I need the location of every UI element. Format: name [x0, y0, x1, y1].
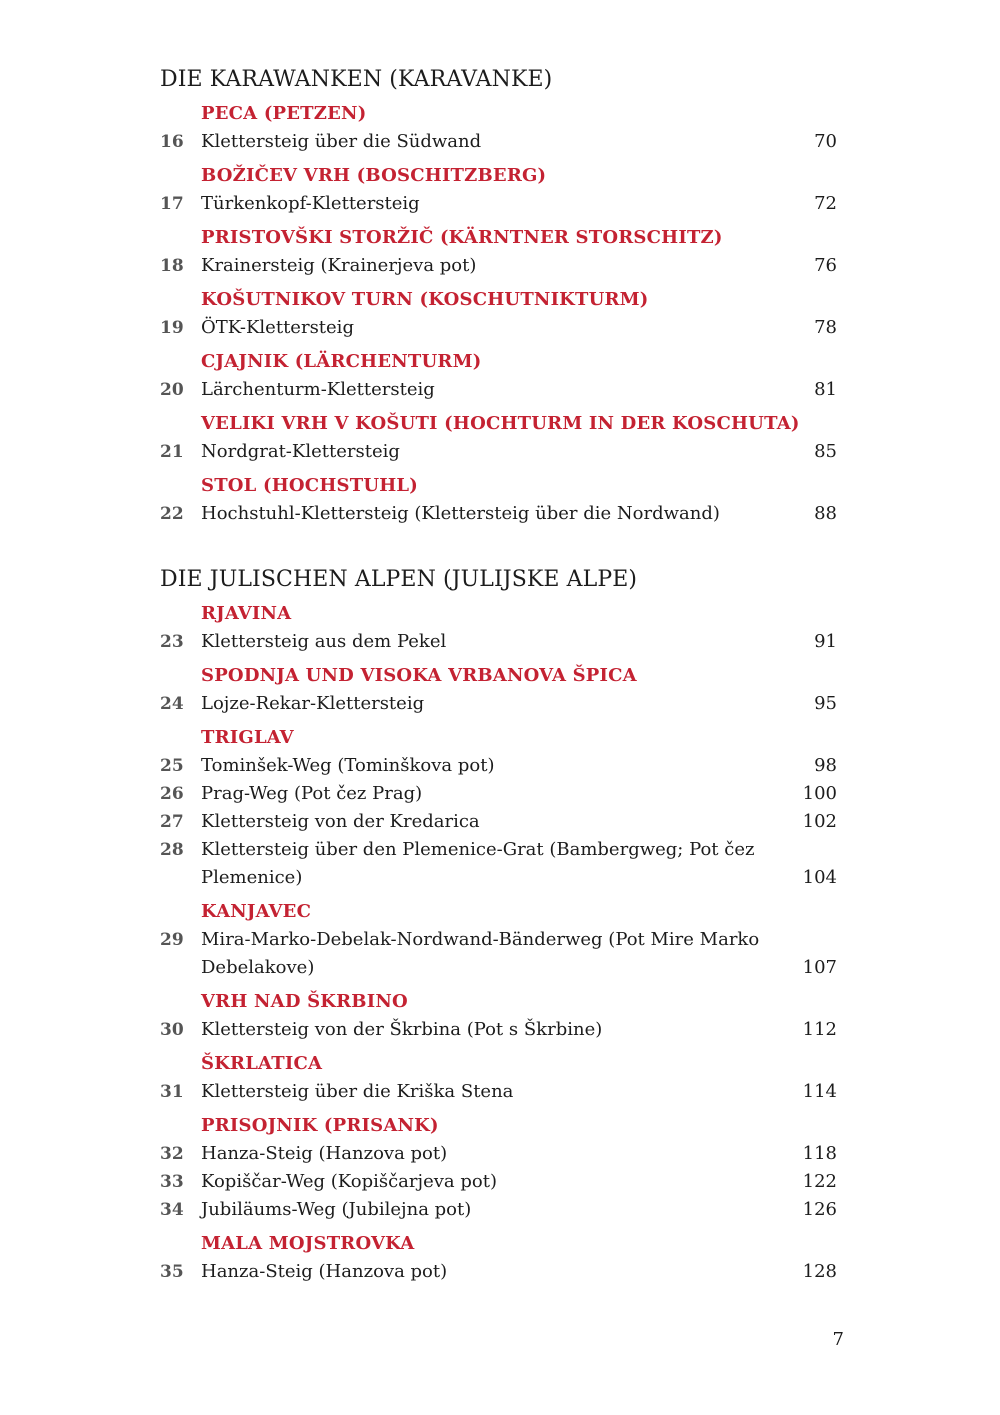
section-title: DIE JULISCHEN ALPEN (JULIJSKE ALPE): [160, 567, 638, 592]
toc-section: [160, 564, 837, 1286]
toc-entry[interactable]: [160, 752, 837, 780]
page-reference: 114: [802, 1081, 837, 1102]
toc-entry[interactable]: [160, 1078, 837, 1106]
mountain-heading: SPODNJA UND VISOKA VRBANOVA ŠPICA: [201, 665, 637, 686]
toc-entry[interactable]: [160, 836, 837, 892]
toc-entry[interactable]: [160, 376, 837, 404]
route-number: 18: [160, 256, 184, 276]
toc-entry[interactable]: [160, 1258, 837, 1286]
page-reference: 98: [814, 755, 837, 776]
mountain-heading: STOL (HOCHSTUHL): [201, 475, 419, 496]
page-reference: 76: [814, 255, 837, 276]
mountain-group: [160, 662, 837, 718]
toc-entry[interactable]: [160, 690, 837, 718]
toc-entry[interactable]: [160, 500, 837, 528]
mountain-heading: ŠKRLATICA: [201, 1053, 323, 1074]
mountain-heading: TRIGLAV: [201, 727, 294, 748]
route-number: 31: [160, 1082, 184, 1102]
route-title: Kopiščar-Weg (Kopiščarjeva pot): [201, 1171, 497, 1192]
mountain-heading: VRH NAD ŠKRBINO: [201, 991, 408, 1012]
mountain-heading: CJAJNIK (LÄRCHENTURM): [201, 351, 482, 372]
mountain-heading: PRISTOVŠKI STORŽIČ (KÄRNTNER STORSCHITZ): [201, 227, 723, 248]
route-title: Lärchenturm-Klettersteig: [201, 379, 435, 400]
toc-entry[interactable]: [160, 926, 837, 982]
route-number: 16: [160, 132, 184, 152]
page-reference: 70: [814, 131, 837, 152]
route-number: 26: [160, 784, 184, 804]
route-number: 24: [160, 694, 184, 714]
page-reference: 102: [802, 811, 837, 832]
mountain-heading: KOŠUTNIKOV TURN (KOSCHUTNIKTURM): [201, 289, 649, 310]
mountain-group: [160, 472, 837, 528]
page-reference: 107: [802, 957, 837, 978]
route-number: 21: [160, 442, 184, 462]
route-title: Klettersteig aus dem Pekel: [201, 631, 447, 652]
toc-entry[interactable]: [160, 128, 837, 156]
route-number: 33: [160, 1172, 184, 1192]
page-reference: 104: [802, 867, 837, 888]
route-title: Klettersteig von der Kredarica: [201, 811, 480, 832]
toc-entry[interactable]: [160, 438, 837, 466]
page-reference: 122: [802, 1171, 837, 1192]
toc-entry[interactable]: [160, 1016, 837, 1044]
mountain-group: [160, 600, 837, 656]
route-number: 30: [160, 1020, 184, 1040]
mountain-group: [160, 348, 837, 404]
route-title: Klettersteig über die Südwand: [201, 131, 482, 152]
route-number: 20: [160, 380, 184, 400]
route-title: Hochstuhl-Klettersteig (Klettersteig über die Nordwand): [201, 503, 720, 524]
mountain-group: [160, 410, 837, 466]
mountain-heading: BOŽIČEV VRH (BOSCHITZBERG): [201, 165, 547, 186]
page-reference: 128: [802, 1261, 837, 1282]
mountain-heading: VELIKI VRH V KOŠUTI (HOCHTURM IN DER KOSCHUTA): [201, 413, 800, 434]
route-number: 25: [160, 756, 184, 776]
toc-entry[interactable]: [160, 314, 837, 342]
toc-entry[interactable]: [160, 780, 837, 808]
page-reference: 91: [814, 631, 837, 652]
mountain-heading: KANJAVEC: [201, 901, 312, 922]
route-title: Klettersteig von der Škrbina (Pot s Škrbine): [201, 1019, 603, 1040]
route-title: Klettersteig über die Kriška Stena: [201, 1081, 514, 1102]
mountain-heading: RJAVINA: [201, 603, 292, 624]
mountain-group: [160, 286, 837, 342]
route-title: Lojze-Rekar-Klettersteig: [201, 693, 425, 714]
page-reference: 126: [802, 1199, 837, 1220]
toc-entry[interactable]: [160, 190, 837, 218]
toc-entry[interactable]: [160, 1168, 837, 1196]
route-number: 29: [160, 930, 184, 950]
toc-entry[interactable]: [160, 628, 837, 656]
route-number: 17: [160, 194, 184, 214]
page-reference: 81: [814, 379, 837, 400]
page-reference: 112: [802, 1019, 837, 1040]
mountain-group: [160, 1230, 837, 1286]
route-title: Türkenkopf-Klettersteig: [201, 193, 420, 214]
mountain-group: [160, 1050, 837, 1106]
route-title: Krainersteig (Krainerjeva pot): [201, 255, 477, 276]
page-reference: 95: [814, 693, 837, 714]
mountain-group: [160, 898, 837, 982]
mountain-heading: PECA (PETZEN): [201, 103, 367, 124]
route-title: Jubiläums-Weg (Jubilejna pot): [201, 1199, 472, 1220]
page-reference: 88: [814, 503, 837, 524]
route-title: Tominšek-Weg (Tominškova pot): [201, 755, 495, 776]
route-title: ÖTK-Klettersteig: [201, 317, 354, 338]
route-number: 23: [160, 632, 184, 652]
page-reference: 118: [802, 1143, 837, 1164]
table-of-contents: [160, 64, 837, 1292]
route-number: 22: [160, 504, 184, 524]
mountain-group: [160, 162, 837, 218]
page-reference: 72: [814, 193, 837, 214]
route-number: 19: [160, 318, 184, 338]
toc-entry[interactable]: [160, 252, 837, 280]
route-number: 28: [160, 840, 184, 860]
route-number: 27: [160, 812, 184, 832]
route-title: Prag-Weg (Pot čez Prag): [201, 783, 423, 804]
route-title: Mira-Marko-Debelak-Nordwand-Bänderweg (Pot Mire Marko Debelakove): [201, 929, 760, 978]
page-number: 7: [832, 1329, 844, 1350]
route-number: 32: [160, 1144, 184, 1164]
page-reference: 85: [814, 441, 837, 462]
mountain-heading: PRISOJNIK (PRISANK): [201, 1115, 439, 1136]
route-title: Nordgrat-Klettersteig: [201, 441, 400, 462]
mountain-group: [160, 100, 837, 156]
route-number: 35: [160, 1262, 184, 1282]
mountain-group: [160, 224, 837, 280]
route-title: Hanza-Steig (Hanzova pot): [201, 1143, 448, 1164]
mountain-group: [160, 1112, 837, 1224]
section-title: DIE KARAWANKEN (KARAVANKE): [160, 67, 553, 92]
route-title: Klettersteig über den Plemenice-Grat (Bambergweg; Pot čez Plemenice): [201, 839, 755, 888]
mountain-group: [160, 724, 837, 892]
page-reference: 100: [802, 783, 837, 804]
route-number: 34: [160, 1200, 184, 1220]
toc-entry[interactable]: [160, 1140, 837, 1168]
toc-entry[interactable]: [160, 808, 837, 836]
toc-entry[interactable]: [160, 1196, 837, 1224]
page-reference: 78: [814, 317, 837, 338]
route-title: Hanza-Steig (Hanzova pot): [201, 1261, 448, 1282]
mountain-group: [160, 988, 837, 1044]
mountain-heading: MALA MOJSTROVKA: [201, 1233, 415, 1254]
toc-section: [160, 64, 837, 528]
